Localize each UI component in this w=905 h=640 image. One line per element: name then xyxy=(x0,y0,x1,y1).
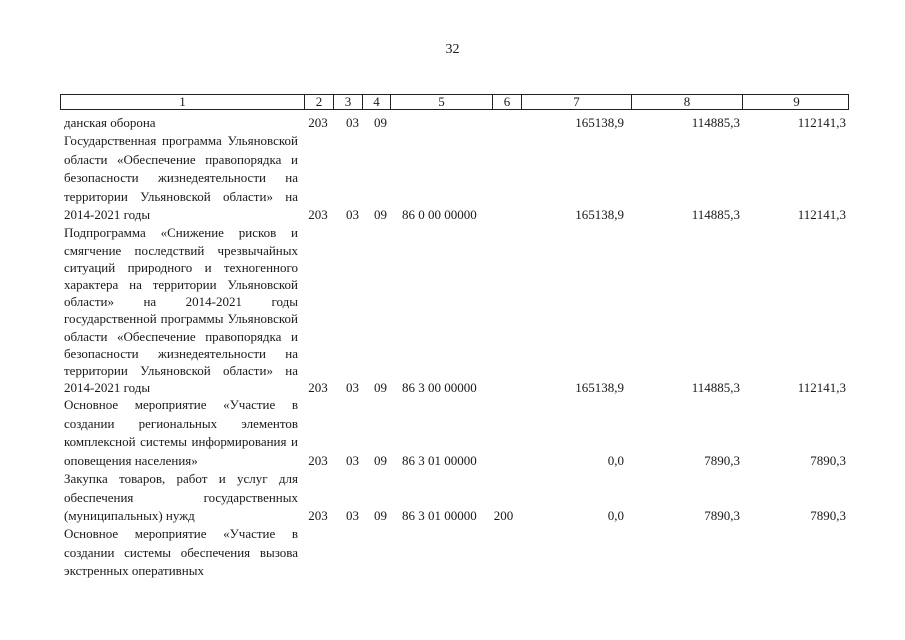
table-header-row xyxy=(60,94,849,110)
cell-c2: 203 xyxy=(308,115,328,130)
row-name: Основное мероприятие «Участие в создании системы обеспечения вызова экстренных оперативных xyxy=(64,526,298,579)
cell-c8: 114885,3 xyxy=(691,380,740,396)
header-cell-5: 5 xyxy=(390,95,492,109)
cell-c6: 200 xyxy=(493,507,514,523)
cell-c7: 0,0 xyxy=(607,452,624,468)
row-name: данская оборона xyxy=(64,115,156,130)
table-row xyxy=(64,525,854,580)
cell-c2: 203 xyxy=(308,207,328,223)
cell-c8: 114885,3 xyxy=(691,115,740,130)
cell-c3: 03 xyxy=(346,115,359,130)
cell-c4: 09 xyxy=(374,507,387,523)
cell-c3: 03 xyxy=(346,507,359,523)
header-cell-9: 9 xyxy=(742,95,850,109)
cell-c4: 09 xyxy=(374,380,387,396)
row-name: Основное мероприятие «Участие в создании региональных элементов комплексной системы информирования и оповещения населения» xyxy=(64,397,298,468)
cell-c8: 7890,3 xyxy=(704,507,740,523)
header-cell-7: 7 xyxy=(521,95,631,109)
cell-c7: 165138,9 xyxy=(575,115,624,130)
cell-c5: 86 3 00 00000 xyxy=(402,380,477,396)
header-cell-3: 3 xyxy=(333,95,362,109)
cell-c9: 7890,3 xyxy=(810,507,846,523)
row-name: Закупка товаров, работ и услуг для обеспечения государственных (муниципальных) нужд xyxy=(64,471,298,523)
cell-c4: 09 xyxy=(374,115,387,130)
row-name: Государственная программа Ульяновской области «Обеспечение правопорядка и безопасности жизнедеятельности на территории Ульяновской области» на 2014-2021 годы xyxy=(64,133,298,223)
table-row xyxy=(64,114,854,132)
cell-c2: 203 xyxy=(308,507,328,523)
cell-c7: 165138,9 xyxy=(575,380,624,396)
cell-c5: 86 3 01 00000 xyxy=(402,507,477,523)
cell-c7: 0,0 xyxy=(607,507,624,523)
cell-c5: 86 3 01 00000 xyxy=(402,452,477,468)
header-cell-1: 1 xyxy=(179,95,186,109)
table-row xyxy=(64,396,854,470)
page-number: 32 xyxy=(445,42,460,57)
row-name: Подпрограмма «Снижение рисков и смягчение последствий чрезвычайных ситуаций природного и техногенного характера на территории Ульяновской области» на 2014-2021 годы государственной программы Ульяновской области «Обеспечение правопорядка и безопасности жизнедеятельности на территории Ульяновской области» на 2014-2021 годы xyxy=(64,225,298,396)
cell-c3: 03 xyxy=(346,452,359,468)
table-row xyxy=(64,224,854,396)
cell-c2: 203 xyxy=(308,452,328,468)
cell-c9: 112141,3 xyxy=(797,380,846,396)
cell-c2: 203 xyxy=(308,380,328,396)
cell-c8: 114885,3 xyxy=(691,207,740,223)
table-row xyxy=(64,132,854,224)
cell-c7: 165138,9 xyxy=(575,207,624,223)
cell-c9: 112141,3 xyxy=(797,115,846,130)
header-cell-2: 2 xyxy=(304,95,333,109)
cell-c9: 7890,3 xyxy=(810,452,846,468)
cell-c4: 09 xyxy=(374,452,387,468)
header-cell-4: 4 xyxy=(362,95,390,109)
header-cell-8: 8 xyxy=(631,95,742,109)
cell-c8: 7890,3 xyxy=(704,452,740,468)
cell-c9: 112141,3 xyxy=(797,207,846,223)
cell-c3: 03 xyxy=(346,380,359,396)
table-body xyxy=(64,114,854,581)
header-cell-6: 6 xyxy=(492,95,521,109)
cell-c4: 09 xyxy=(374,207,387,223)
cell-c5: 86 0 00 00000 xyxy=(402,207,477,223)
table-row xyxy=(64,470,854,525)
cell-c3: 03 xyxy=(346,207,359,223)
